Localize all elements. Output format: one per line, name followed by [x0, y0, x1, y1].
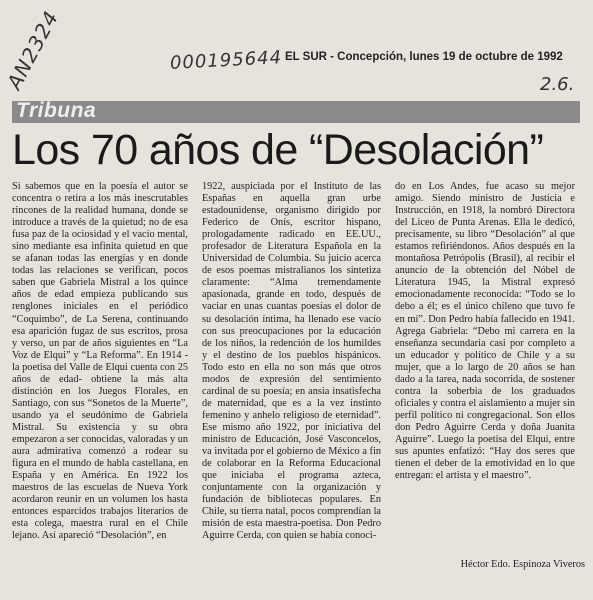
article-column-1 [12, 181, 188, 542]
section-label: Tribuna [16, 99, 97, 122]
article-column-2 [202, 181, 381, 542]
column-text: 1922, auspiciada por el Instituto de las Españas en aquella gran urbe estadounidense, organismo dirigido por Federico de Onís, escritor hispano, prologadamente radicado en EE.UU., profesador de Literatura Española en la Universidad de Columbia. Su juicio acerca de esos poemas mistralianos los sintetiza claramente: “Alma tremendamente apasionada, grande en todo, después de vaciar en unas cuantas poesías el dolor de su desolación íntima, ha llenado ese vacío con sus preocupaciones por la educación de los niños, la redención de los humildes y el destino de los pueblos hispánicos. Todo esto en ella no son más que otros modos de expresión del sentimiento cardinal de su poesía; en ansia insatisfecha de maternidad, que es a la vez instinto femenino y anhelo religioso de eternidad”. Ese mismo año 1922, por iniciativa del ministro de Educación, José Vasconcelos, va invitada por el gobierno de México a fin de colaborar en la Reforma Educacional que iniciaba el programa azteca, conjuntamente con la organización y fundación de bibliotecas populares. En Chile, su tierra natal, pocos comprendían la misión de esta maestra-poetisa. Don Pedro Aguirre Cerda, con quien se había conoci- [202, 181, 381, 542]
handwritten-page-note: 2.6. [540, 74, 575, 95]
column-text: do en Los Andes, fue acaso su mejor amigo. Siendo ministro de Justicia e Instrucción, en 1918, la nombró Directora del Liceo de Punta Arenas. Ella le dedicó, precisamente, su libro “Desolación” al que estamos refiriéndonos. Años después en la montañosa Petrópolis (Brasil), al recibir el anuncio de la obtención del Nóbel de Literatura 1945, la Mistral expresó emocionadamente reconocida: “Todo se lo debo a él; es el único chileno que tuvo fe en mí”. Don Pedro había fallecido en 1941. Agrega Gabriela: “Debo mi carrera en la enseñanza secundaria casi por completo a un educador y político de Chile y a su mujer, que a lo largo de 20 años se han dado a la tarea, nada socorrida, de sostener contra la soberbia de los graduados oficiales y contra el aislamiento a mujer sin perfil político ni congregacional. Son ellos don Pedro Aguirre Cerda y doña Juanita Aguirre”. Luego la poetisa del Elqui, entre sus apuntes enfatizó: “Hay dos seres que tienen el deber de la emotividad en lo que entregan: el artista y el maestro”. [395, 181, 575, 482]
section-band [12, 101, 580, 123]
dateline: EL SUR - Concepción, lunes 19 de octubre de 1992 [285, 51, 563, 63]
column-text: Si sabemos que en la poesía el autor se concentra o retira a los más inescrutables rincones de la realidad humana, donde se introduce a través de la quietud; no de esa fusa paz de la ociosidad y el vacío mental, sino mediante esa infinita quietud en que se afanan todas las energías y en donde todas las relaciones se verifican, pocos saben que Gabriela Mistral a los quince años de edad empieza publicando sus renglones iniciales en el periódico “Coquimbo”, de La Serena, continuando esa aparición fugaz de sus escritos, prosa y verso, un par de años siguientes en “La Voz de Elqui” y “La Reforma”. En 1914 -la poetisa del Valle de Elqui cuenta con 25 años de edad- obtiene la más alta distinción en los Juegos Florales, en Santiago, con sus “Sonetos de la Muerte”, usando ya el seudónimo de Gabriela Mistral. Su existencia y su obra empezaron a ser conocidas, valoradas y un aura admirativa comenzó a rodear su figura en el mundo de habla castellana, en España y en América. En 1922 los maestros de las escuelas de Nueva York acordaron reunir en un volumen los hasta entonces esparcidos trabajos literarios de esta colega, maestra rural en el Chile lejano. Así apareció “Desolación”, en [12, 181, 188, 542]
article-title: Los 70 años de “Desolación” [12, 126, 544, 174]
article-column-3 [395, 181, 575, 482]
handwritten-archive-code: AN2324 [2, 6, 64, 94]
author-byline: Héctor Edo. Espinoza Viveros [460, 559, 585, 570]
handwritten-catalog-number: 000195644 [169, 47, 283, 74]
